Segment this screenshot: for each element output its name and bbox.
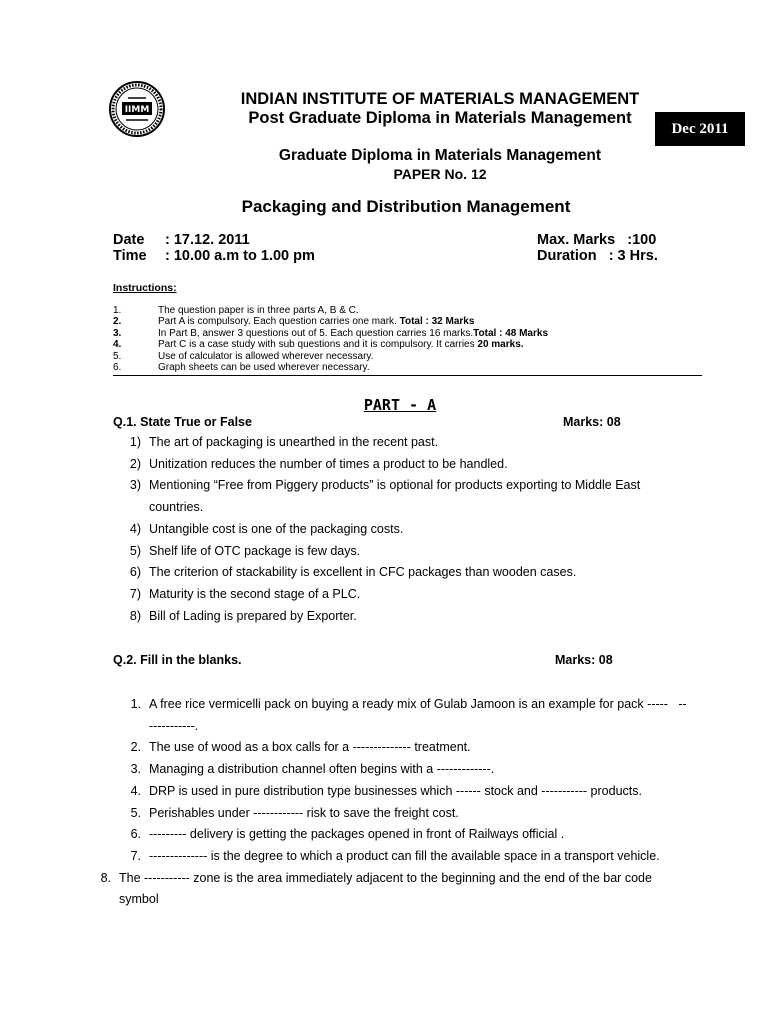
part-a-title: PART - A xyxy=(363,396,437,414)
question-number: 6) xyxy=(129,565,141,580)
question-item xyxy=(75,889,725,911)
date-label: Date xyxy=(113,232,145,248)
instruction-bold: Total : 32 Marks xyxy=(399,316,475,328)
question-number: 7. xyxy=(130,848,141,863)
instruction-item xyxy=(113,362,548,373)
q2-title: Q.2. Fill in the blanks. xyxy=(113,653,242,667)
date-value: : 17.12. 2011 xyxy=(165,232,250,248)
question-number: 3) xyxy=(129,478,141,493)
question-number: 8) xyxy=(129,608,141,623)
question-text: -------------- is the degree to which a product can fill the available space in a transport vehicle. xyxy=(149,848,660,863)
instruction-bold: Total : 48 Marks xyxy=(473,327,549,339)
divider xyxy=(113,375,702,376)
institute-name: INDIAN INSTITUTE OF MATERIALS MANAGEMENT xyxy=(240,90,640,108)
logo-text: IIMM xyxy=(124,105,150,115)
q1-marks: Marks: 08 xyxy=(563,415,621,429)
question-number: 3. xyxy=(130,762,141,777)
question-text: The use of wood as a box calls for a -------------- treatment. xyxy=(149,740,471,755)
q2-list xyxy=(100,694,725,911)
question-text: A free rice vermicelli pack on buying a ready mix of Gulab Jamoon is an example for pack ----- -- xyxy=(149,697,687,711)
question-number xyxy=(75,889,119,911)
instruction-number: 2. xyxy=(113,316,122,328)
instruction-item xyxy=(113,328,548,339)
instruction-item xyxy=(113,351,548,362)
instructions-heading: Instructions: xyxy=(113,282,177,294)
question-item xyxy=(105,846,725,868)
question-number: 4. xyxy=(130,783,141,798)
question-text: Maturity is the second stage of a PLC. xyxy=(149,586,361,601)
question-text: Untangible cost is one of the packaging costs. xyxy=(149,521,404,536)
question-text: Unitization reduces the number of times a product to be handled. xyxy=(149,456,508,471)
question-number xyxy=(105,716,149,738)
question-item xyxy=(105,584,725,606)
question-text: symbol xyxy=(119,892,159,907)
session-badge: Dec 2011 xyxy=(655,112,745,146)
question-item xyxy=(105,781,725,803)
question-item xyxy=(105,475,725,497)
question-text: -----------. xyxy=(149,718,199,733)
max-marks: Max. Marks :100 xyxy=(537,232,657,248)
question-text: The art of packaging is unearthed in the recent past. xyxy=(149,435,439,449)
question-text: Managing a distribution channel often begins with a -------------. xyxy=(149,762,495,777)
question-item xyxy=(105,716,725,738)
question-text: countries. xyxy=(149,500,204,515)
question-number: 4) xyxy=(129,521,141,536)
question-item xyxy=(105,737,725,759)
instruction-text: In Part B, answer 3 questions out of 5. Each question carries 16 marks. xyxy=(158,327,474,339)
instruction-item xyxy=(113,316,548,327)
question-item xyxy=(105,606,725,628)
instruction-text: Graph sheets can be used wherever necessary. xyxy=(158,362,370,374)
instruction-text: Part A is compulsory. Each question carries one mark. xyxy=(158,316,400,328)
question-text: The criterion of stackability is excellent in CFC packages than wooden cases. xyxy=(149,565,577,580)
program-graduate: Graduate Diploma in Materials Management xyxy=(278,147,602,164)
q1-title: Q.1. State True or False xyxy=(113,415,252,429)
question-text: --------- delivery is getting the packages opened in front of Railways official . xyxy=(149,827,565,842)
instruction-text: The question paper is in three parts A, B & C. xyxy=(158,305,359,316)
question-item xyxy=(105,519,725,541)
question-number: 6. xyxy=(130,827,141,842)
question-text: Perishables under ------------ risk to save the freight cost. xyxy=(149,805,459,820)
question-text: The ----------- zone is the area immediately adjacent to the beginning and the end of the bar code xyxy=(119,870,652,885)
instruction-text: Use of calculator is allowed wherever necessary. xyxy=(158,350,374,362)
question-item xyxy=(105,454,725,476)
paper-number: PAPER No. 12 xyxy=(393,166,487,182)
question-number: 1) xyxy=(129,435,141,449)
question-text: Mentioning “Free from Piggery products” is optional for products exporting to Middle East xyxy=(149,478,641,493)
question-item xyxy=(105,694,725,716)
question-number: 1. xyxy=(130,697,141,711)
question-item xyxy=(105,759,725,781)
time-label: Time xyxy=(113,248,147,264)
question-item xyxy=(105,803,725,825)
question-item xyxy=(105,432,725,454)
instruction-number: 5. xyxy=(113,350,122,362)
q1-list xyxy=(105,432,725,627)
question-number: 2. xyxy=(130,740,141,755)
question-item xyxy=(105,824,725,846)
instruction-item xyxy=(113,305,548,316)
question-text: Shelf life of OTC package is few days. xyxy=(149,543,361,558)
question-item xyxy=(105,497,725,519)
question-number: 2) xyxy=(129,456,141,471)
instruction-text: Part C is a case study with sub questions and it is compulsory. It carries xyxy=(158,339,478,351)
instruction-number: 6. xyxy=(113,362,122,374)
time-value: : 10.00 a.m to 1.00 pm xyxy=(165,248,315,264)
question-text: DRP is used in pure distribution type businesses which ------ stock and ----------- products. xyxy=(149,783,642,798)
instruction-number: 1. xyxy=(113,305,122,316)
instruction-number: 4. xyxy=(113,339,122,351)
question-item xyxy=(75,868,725,890)
question-number: 5) xyxy=(129,543,141,558)
question-item xyxy=(105,562,725,584)
question-number: 8. xyxy=(100,870,111,885)
question-number: 5. xyxy=(130,805,141,820)
duration: Duration : 3 Hrs. xyxy=(537,248,658,264)
question-number xyxy=(105,497,149,519)
paper-subject: Packaging and Distribution Management xyxy=(241,197,571,216)
instruction-item xyxy=(113,339,548,350)
instruction-bold: 20 marks. xyxy=(477,339,524,351)
question-text: Bill of Lading is prepared by Exporter. xyxy=(149,608,357,623)
question-item xyxy=(105,541,725,563)
question-number: 7) xyxy=(129,586,141,601)
instruction-number: 3. xyxy=(113,327,122,339)
instructions-list xyxy=(113,305,548,373)
program-pg: Post Graduate Diploma in Materials Management xyxy=(248,109,632,127)
q2-marks: Marks: 08 xyxy=(555,653,613,667)
